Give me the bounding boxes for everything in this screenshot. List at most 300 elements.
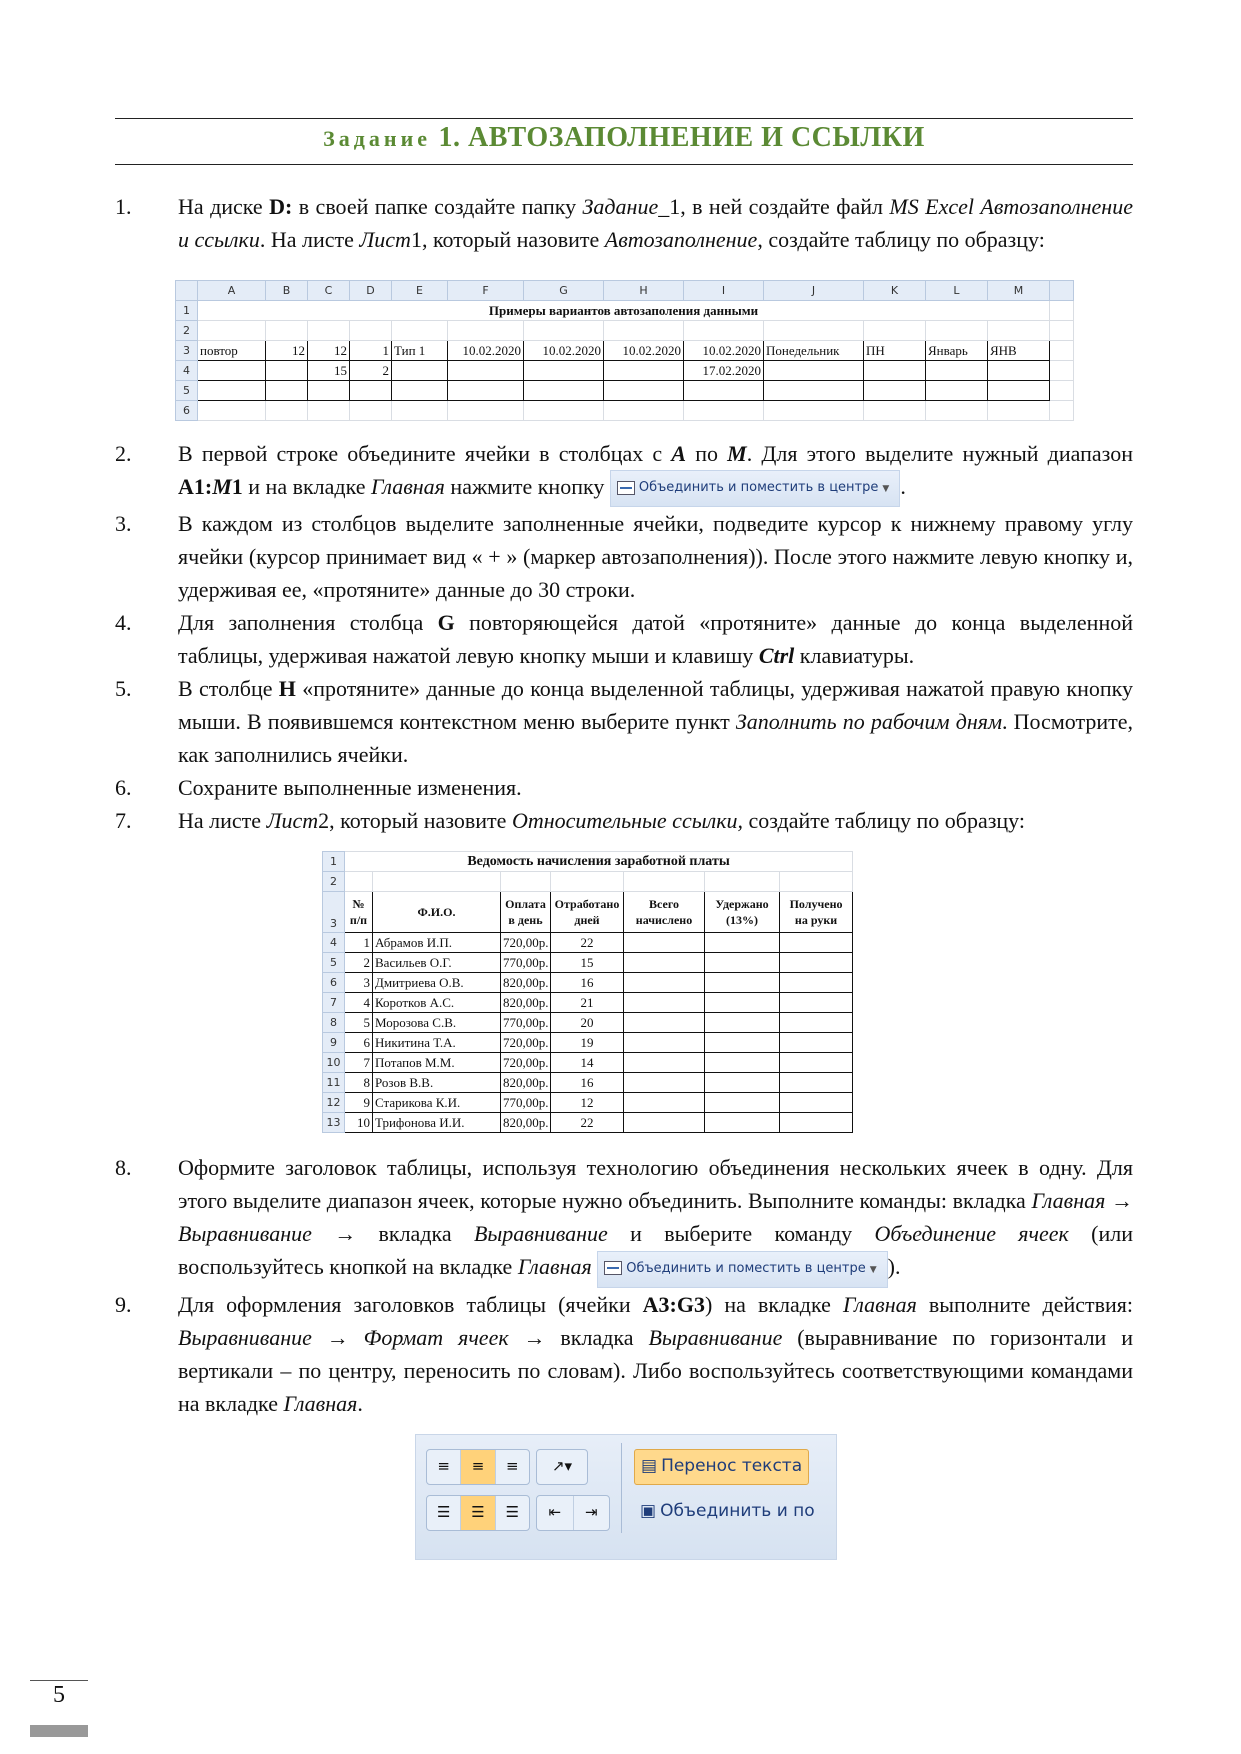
cell	[392, 401, 448, 421]
row-header: 8	[323, 1013, 345, 1033]
task-content	[115, 190, 1133, 1560]
text-segment: MS Excel Автозаполнение и ссылки	[178, 194, 1133, 252]
text-segment: H	[278, 676, 296, 702]
column-header: G	[524, 281, 604, 301]
item-text	[178, 437, 1133, 507]
sheet-row	[176, 381, 1074, 401]
text-segment: A3:G3	[642, 1291, 705, 1317]
sheet-row	[176, 341, 1074, 361]
text-orientation-icon: ↗▾	[551, 1457, 573, 1476]
cell: 2	[350, 361, 392, 381]
text-segment: .	[900, 474, 906, 499]
text-segment: . На листе	[259, 227, 360, 252]
cell	[926, 381, 988, 401]
cell	[350, 321, 392, 341]
cell	[705, 933, 780, 953]
cell: 15	[551, 953, 624, 973]
cell	[780, 973, 853, 993]
row-header: 10	[323, 1053, 345, 1073]
table-row	[323, 973, 853, 993]
column-header	[1050, 281, 1074, 301]
text-segment: повторяющейся датой «протяните» данные до конца выделенной таблицы, удерживая нажатой левую кнопку мыши и клавишу	[178, 610, 1133, 669]
cell	[926, 361, 988, 381]
column-header: C	[308, 281, 350, 301]
cell	[604, 361, 684, 381]
divider	[621, 1443, 622, 1533]
table-row	[323, 1033, 853, 1053]
cell: ЯНВ	[988, 341, 1050, 361]
list-item-6	[115, 771, 1133, 804]
cell	[624, 1033, 705, 1053]
cell	[624, 1093, 705, 1113]
align-left-icon[interactable]: ☰	[427, 1496, 461, 1530]
cell: Розов В.В.	[373, 1073, 501, 1093]
sheet-row	[176, 321, 1074, 341]
cell	[1050, 401, 1074, 421]
text-segment: нажмите кнопку	[444, 474, 610, 499]
cell	[780, 1033, 853, 1053]
table-row	[323, 1073, 853, 1093]
row-header: 3	[323, 892, 345, 933]
cell: 17.02.2020	[684, 361, 764, 381]
cell	[448, 321, 524, 341]
cell: 770,00р.	[501, 953, 551, 973]
item-text	[178, 1288, 1133, 1420]
align-center-icon[interactable]: ☰	[461, 1496, 495, 1530]
cell	[780, 1113, 853, 1133]
cell	[705, 1093, 780, 1113]
table-row	[323, 1053, 853, 1073]
text-segment: «протяните» данные до конца выделенной таблицы, удерживая нажатой правую кнопку мыши. В появившемся контекстном меню выберите пункт	[178, 676, 1133, 735]
cell	[350, 401, 392, 421]
title-main: 1. АВТОЗАПОЛНЕНИЕ И ССЫЛКИ	[438, 122, 925, 153]
text-segment: в своей папке создайте папку	[292, 194, 583, 219]
cell	[624, 953, 705, 973]
cell	[1050, 301, 1074, 321]
column-header: F	[448, 281, 524, 301]
cell: Старикова К.И.	[373, 1093, 501, 1113]
text-segment: В каждом из столбцов выделите заполненные ячейки, подведите курсор к нижнему правому углу ячейки (курсор принимает вид « + » (маркер автозаполнения)). После этого нажмите левую кнопку и, удерживая ее, «протяните» данные до 30 строки.	[178, 511, 1133, 603]
item-text	[178, 672, 1133, 771]
item-text	[178, 771, 1133, 804]
text-segment: Выравнивание	[648, 1324, 783, 1350]
cell	[266, 401, 308, 421]
align-middle-icon[interactable]: ≡	[461, 1450, 495, 1484]
cell: ПН	[864, 341, 926, 361]
column-header: M	[988, 281, 1050, 301]
cell	[988, 321, 1050, 341]
row-header: 6	[176, 401, 198, 421]
vertical-align-group	[426, 1449, 530, 1485]
text-segment: Заполнить по рабочим дням	[735, 709, 1003, 735]
cell	[524, 361, 604, 381]
cell	[988, 381, 1050, 401]
wrap-text-icon: ▤	[641, 1456, 658, 1477]
column-header: L	[926, 281, 988, 301]
cell: 10.02.2020	[448, 341, 524, 361]
cell: Трифонова И.И.	[373, 1113, 501, 1133]
sheet-row	[323, 872, 853, 892]
sheet-title-cell: Ведомость начисления заработной платы	[345, 852, 853, 872]
text-segment: Главная	[1031, 1188, 1106, 1214]
item-text	[178, 1151, 1133, 1287]
text-segment: . Посмотрите, как заполнились ячейки.	[178, 709, 1133, 768]
cell: 820,00р.	[501, 1073, 551, 1093]
text-segment: Выравнивание	[178, 1324, 312, 1350]
cell: 3	[345, 973, 373, 993]
cell	[448, 381, 524, 401]
row-header: 7	[323, 993, 345, 1013]
cell: Тип 1	[392, 341, 448, 361]
align-top-icon[interactable]: ≡	[427, 1450, 461, 1484]
cell	[524, 321, 604, 341]
text-segment: Для оформления заголовков таблицы (ячейки	[178, 1291, 643, 1317]
cell	[780, 933, 853, 953]
alignment-ribbon-image	[415, 1434, 837, 1560]
merge-and-center-button[interactable]	[597, 1251, 887, 1288]
cell: 10	[345, 1113, 373, 1133]
cell	[705, 1013, 780, 1033]
cell: 4	[345, 993, 373, 1013]
cell: 720,00р.	[501, 933, 551, 953]
cell	[780, 993, 853, 1013]
cell: 10.02.2020	[524, 341, 604, 361]
cell: 720,00р.	[501, 1053, 551, 1073]
text-segment: Лист	[359, 227, 411, 252]
cell: Понедельник	[764, 341, 864, 361]
text-segment: Автозаполнение	[604, 227, 758, 252]
text-segment: _1, в ней создайте файл	[658, 194, 890, 219]
cell: 14	[551, 1053, 624, 1073]
wrap-text-button[interactable]	[634, 1449, 809, 1485]
cell: Васильев О.Г.	[373, 953, 501, 973]
cell	[308, 401, 350, 421]
column-header: A	[198, 281, 266, 301]
decrease-indent-icon[interactable]: ⇤	[537, 1496, 574, 1530]
text-segment: → вкладка	[508, 1324, 649, 1350]
column-header: H	[604, 281, 684, 301]
cell: 720,00р.	[501, 1033, 551, 1053]
sheet1-table	[175, 280, 1074, 421]
column-heading: Удержано (13%)	[705, 892, 780, 933]
column-heading: Отработано дней	[551, 892, 624, 933]
cell	[864, 321, 926, 341]
list-item-2	[115, 437, 1133, 507]
cell	[988, 401, 1050, 421]
item-number: 3.	[115, 511, 132, 537]
text-segment: Ctrl	[758, 643, 795, 669]
column-header: K	[864, 281, 926, 301]
text-segment: 1, который назовите	[410, 227, 605, 252]
text-segment: клавиатуры.	[794, 643, 915, 669]
cell	[524, 401, 604, 421]
table-row	[323, 933, 853, 953]
merge-cells-icon	[617, 481, 635, 495]
cell	[624, 1053, 705, 1073]
cell: Дмитриева О.В.	[373, 973, 501, 993]
cell: 770,00р.	[501, 1093, 551, 1113]
merge-button[interactable]	[634, 1495, 821, 1529]
merge-button-label: Объединить и поместить в центре	[638, 480, 879, 496]
page-title	[115, 122, 1133, 154]
item-number: 6.	[115, 775, 132, 801]
cell: 5	[345, 1013, 373, 1033]
text-segment: G	[437, 610, 455, 636]
item-number: 8.	[115, 1155, 132, 1181]
item-number: 7.	[115, 808, 132, 834]
increase-indent-icon[interactable]: ⇥	[584, 1503, 598, 1522]
text-segment: →	[1105, 1188, 1134, 1214]
text-segment: На листе	[178, 808, 267, 834]
cell	[1050, 381, 1074, 401]
cell: 22	[551, 1113, 624, 1133]
cell	[624, 1073, 705, 1093]
row-header: 6	[323, 973, 345, 993]
merge-label: Объединить и по	[660, 1501, 815, 1522]
cell	[392, 381, 448, 401]
cell: 1	[350, 341, 392, 361]
text-segment: M	[727, 441, 747, 466]
text-segment: создайте таблицу по образцу:	[743, 808, 1026, 834]
cell	[926, 321, 988, 341]
table-row	[323, 1113, 853, 1133]
cell	[1050, 341, 1074, 361]
cell	[780, 1053, 853, 1073]
list-item-1	[115, 190, 1133, 256]
sheet2-table	[322, 851, 853, 1133]
cell: Абрамов И.П.	[373, 933, 501, 953]
cell	[266, 321, 308, 341]
item-number: 5.	[115, 676, 132, 702]
align-right-icon[interactable]: ☰	[505, 1503, 520, 1522]
table-row	[323, 993, 853, 1013]
text-segment: (или воспользуйтесь кнопкой на вкладке	[178, 1221, 1133, 1280]
cell: 10.02.2020	[684, 341, 764, 361]
text-segment: Для заполнения столбца	[178, 610, 438, 636]
list-item-5	[115, 672, 1133, 771]
column-header: D	[350, 281, 392, 301]
cell	[926, 401, 988, 421]
item-number: 9.	[115, 1291, 132, 1317]
cell	[604, 401, 684, 421]
sheet-row	[323, 852, 853, 872]
merge-button-label: Объединить и поместить в центре	[626, 1260, 866, 1276]
text-segment: На диске	[178, 194, 270, 219]
text-segment: Главная	[517, 1254, 592, 1280]
table-row	[323, 1013, 853, 1033]
item-number: 1.	[115, 194, 132, 219]
cell	[448, 401, 524, 421]
cell	[624, 1013, 705, 1033]
text-segment: →	[311, 1324, 364, 1350]
merge-cells-icon	[604, 1261, 622, 1275]
cell	[764, 401, 864, 421]
row-header: 5	[323, 953, 345, 973]
cell	[308, 321, 350, 341]
row-header: 1	[323, 852, 345, 872]
column-heading: Всего начислено	[624, 892, 705, 933]
select-all-corner	[176, 281, 198, 301]
cell	[780, 1013, 853, 1033]
page-number: 5	[53, 1682, 65, 1708]
text-segment: по	[686, 441, 728, 466]
cell: 20	[551, 1013, 624, 1033]
cell	[705, 993, 780, 1013]
row-header: 4	[176, 361, 198, 381]
list-item-7	[115, 804, 1133, 837]
text-segment: Сохраните выполненные изменения.	[178, 775, 522, 801]
list-item-4	[115, 606, 1133, 672]
header-row	[323, 892, 853, 933]
cell	[624, 933, 705, 953]
cell	[198, 381, 266, 401]
cell	[266, 361, 308, 381]
cell	[448, 361, 524, 381]
text-segment: Задание	[582, 194, 659, 219]
text-segment: выполните действия:	[916, 1291, 1133, 1317]
cell: Коротков А.С.	[373, 993, 501, 1013]
row-header: 5	[176, 381, 198, 401]
cell: 8	[345, 1073, 373, 1093]
cell	[604, 321, 684, 341]
list-item-9	[115, 1288, 1133, 1420]
horizontal-align-group	[426, 1495, 530, 1531]
item-text	[178, 190, 1133, 256]
text-segment: Лист	[266, 808, 319, 834]
cell: 820,00р.	[501, 1113, 551, 1133]
text-segment: Оформите заголовок таблицы, используя технологию объединения нескольких ячеек в одну. Для этого выделите диапазон ячеек, которые нужно объединить. Выполните команды: вкладка	[178, 1155, 1133, 1214]
list-item-8	[115, 1151, 1133, 1287]
merge-and-center-button[interactable]	[610, 470, 900, 507]
orientation-button[interactable]	[536, 1449, 588, 1485]
cell	[392, 321, 448, 341]
row-header: 13	[323, 1113, 345, 1133]
cell: 2	[345, 953, 373, 973]
text-segment: → вкладка	[311, 1221, 474, 1247]
text-segment: A	[671, 441, 687, 466]
row-header: 12	[323, 1093, 345, 1113]
cell: 820,00р.	[501, 993, 551, 1013]
text-segment: .	[357, 1390, 363, 1416]
sheet-row	[176, 301, 1074, 321]
cell	[198, 401, 266, 421]
cell	[624, 872, 705, 892]
column-header: J	[764, 281, 864, 301]
cell	[705, 872, 780, 892]
bottom-rule	[115, 164, 1133, 165]
cell	[501, 872, 551, 892]
cell	[604, 381, 684, 401]
cell: 12	[266, 341, 308, 361]
chevron-down-icon: ▼	[869, 1264, 877, 1275]
cell	[198, 361, 266, 381]
cell: Никитина Т.А.	[373, 1033, 501, 1053]
sheet-title-cell: Примеры вариантов автозаполения данными	[198, 301, 1050, 321]
sheet-row	[176, 361, 1074, 381]
row-header: 1	[176, 301, 198, 321]
cell: 19	[551, 1033, 624, 1053]
text-segment: M	[212, 474, 232, 499]
list-item-3	[115, 507, 1133, 606]
column-heading: Получено на руки	[780, 892, 853, 933]
cell: 21	[551, 993, 624, 1013]
text-segment: Выравнивание	[178, 1221, 312, 1247]
cell	[1050, 321, 1074, 341]
text-segment: 1	[231, 474, 243, 499]
text-segment: , создайте таблицу по образцу:	[757, 227, 1045, 252]
cell	[705, 1053, 780, 1073]
page-number-rule	[30, 1680, 88, 1681]
cell	[764, 381, 864, 401]
cell	[780, 872, 853, 892]
cell	[1050, 361, 1074, 381]
text-segment: 2, который назовите	[318, 808, 512, 834]
column-header-row	[176, 281, 1074, 301]
title-prefix: Задание	[323, 126, 432, 151]
cell: 10.02.2020	[604, 341, 684, 361]
cell	[864, 381, 926, 401]
text-segment: В первой строке объедините ячейки в столбцах с	[178, 441, 672, 466]
cell	[705, 1073, 780, 1093]
cell	[705, 1033, 780, 1053]
text-segment: Формат ячеек	[363, 1324, 509, 1350]
row-header: 2	[323, 872, 345, 892]
text-segment: ).	[887, 1254, 901, 1280]
text-segment: и на вкладке	[242, 474, 372, 499]
column-heading: № п/п	[345, 892, 373, 933]
row-header: 2	[176, 321, 198, 341]
page-number-bar	[30, 1725, 88, 1737]
item-number: 4.	[115, 610, 132, 636]
item-text	[178, 507, 1133, 606]
cell: 12	[551, 1093, 624, 1113]
wrap-text-label: Перенос текста	[661, 1456, 803, 1477]
cell	[705, 973, 780, 993]
text-segment: . Для этого выделите нужный диапазон	[746, 441, 1133, 466]
cell: Морозова С.В.	[373, 1013, 501, 1033]
cell	[988, 361, 1050, 381]
table-row	[323, 953, 853, 973]
text-segment: D:	[269, 194, 293, 219]
cell: 12	[308, 341, 350, 361]
cell	[551, 872, 624, 892]
align-bottom-icon[interactable]: ≡	[506, 1457, 519, 1476]
item-text	[178, 804, 1133, 837]
cell	[308, 381, 350, 401]
text-segment: Объединение ячеек	[874, 1221, 1069, 1247]
cell	[780, 1073, 853, 1093]
cell	[524, 381, 604, 401]
cell	[624, 1113, 705, 1133]
cell: 16	[551, 1073, 624, 1093]
cell	[198, 321, 266, 341]
row-header: 9	[323, 1033, 345, 1053]
text-segment: Главная	[283, 1390, 358, 1416]
cell: 6	[345, 1033, 373, 1053]
cell	[624, 973, 705, 993]
row-header: 4	[323, 933, 345, 953]
column-header: E	[392, 281, 448, 301]
column-header: B	[266, 281, 308, 301]
cell	[780, 953, 853, 973]
cell: 9	[345, 1093, 373, 1113]
row-header: 3	[176, 341, 198, 361]
cell: 820,00р.	[501, 973, 551, 993]
text-segment: и выберите команду	[607, 1221, 875, 1247]
indent-group	[536, 1495, 610, 1531]
column-header: I	[684, 281, 764, 301]
text-segment: Главная	[371, 474, 445, 499]
